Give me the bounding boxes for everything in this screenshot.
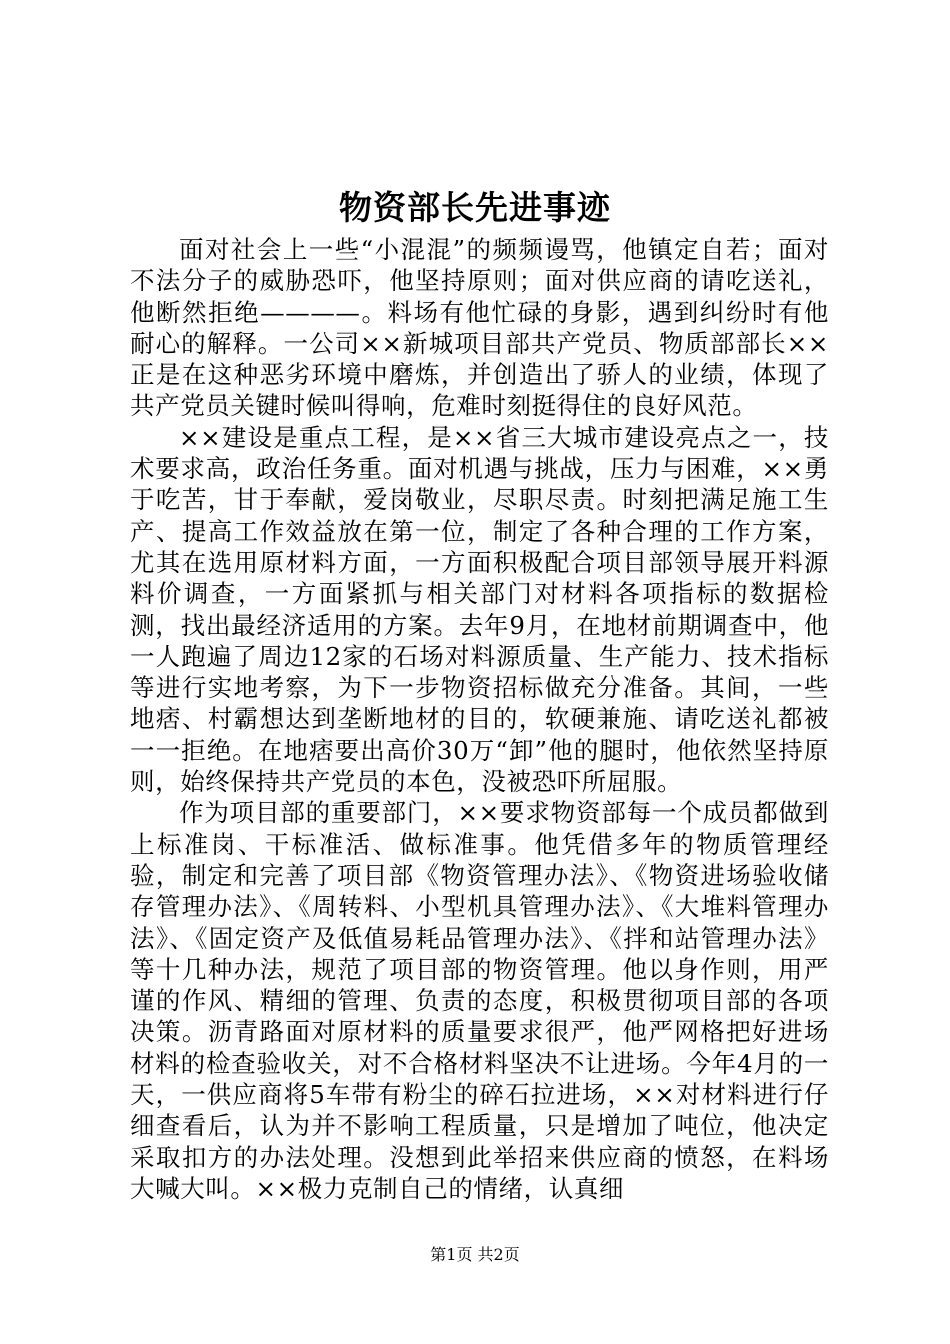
page-footer: 第1页 共2页	[430, 1245, 520, 1264]
paragraph-2: ××建设是重点工程，是××省三大城市建设亮点之一，技术要求高，政治任务重。面对机遇与挑战，压力与困难，××勇于吃苦，甘于奉献，爱岗敬业，尽职尽责。时刻把满足施工生产、提高工作效益放在第一位，制定了各种合理的工作方案，尤其在选用原材料方面，一方面积极配合项目部领导展开料源料价调查，一方面紧抓与相关部门对材料各项指标的数据检测，找出最经济适用的方案。去年9月，在地材前期调查中，他一人跑遍了周边12家的石场对料源质量、生产能力、技术指标等进行实地考察，为下一步物资招标做充分准备。其间，一些地痞、村霸想达到垄断地材的目的，软硬兼施、请吃送礼都被一一拒绝。在地痞要出高价30万“卸”他的腿时，他依然坚持原则，始终保持共产党员的本色，没被恐吓所屈服。	[130, 422, 829, 797]
paragraph-1: 面对社会上一些“小混混”的频频谩骂，他镇定自若；面对不法分子的威胁恐吓，他坚持原则；面对供应商的请吃送礼，他断然拒绝————。料场有他忙碌的身影，遇到纠纷时有他耐心的解释。一公司××新城项目部共产党员、物质部部长××正是在这种恶劣环境中磨炼，并创造出了骄人的业绩，体现了共产党员关键时候叫得响，危难时刻挺得住的良好风范。	[130, 235, 829, 421]
document-title: 物资部长先进事迹	[339, 188, 611, 227]
document-body	[130, 234, 829, 1204]
paragraph-3: 作为项目部的重要部门，××要求物资部每一个成员都做到上标准岗、干标准活、做标准事。他凭借多年的物质管理经验，制定和完善了项目部《物资管理办法》、《物资进场验收储存管理办法》、《周转料、小型机具管理办法》、《大堆料管理办法》、《固定资产及低值易耗品管理办法》、《拌和站管理办法》等十几种办法，规范了项目部的物资管理。他以身作则，用严谨的作风、精细的管理、负责的态度，积极贯彻项目部的各项决策。沥青路面对原材料的质量要求很严，他严网格把好进场材料的检查验收关，对不合格材料坚决不让进场。今年4月的一天，一供应商将5车带有粉尘的碎石拉进场，××对材料进行仔细查看后，认为并不影响工程质量，只是增加了吨位，他决定采取扣方的办法处理。没想到此举招来供应商的愤怒，在料场大喊大叫。××极力克制自己的情绪，认真细	[130, 798, 829, 1203]
